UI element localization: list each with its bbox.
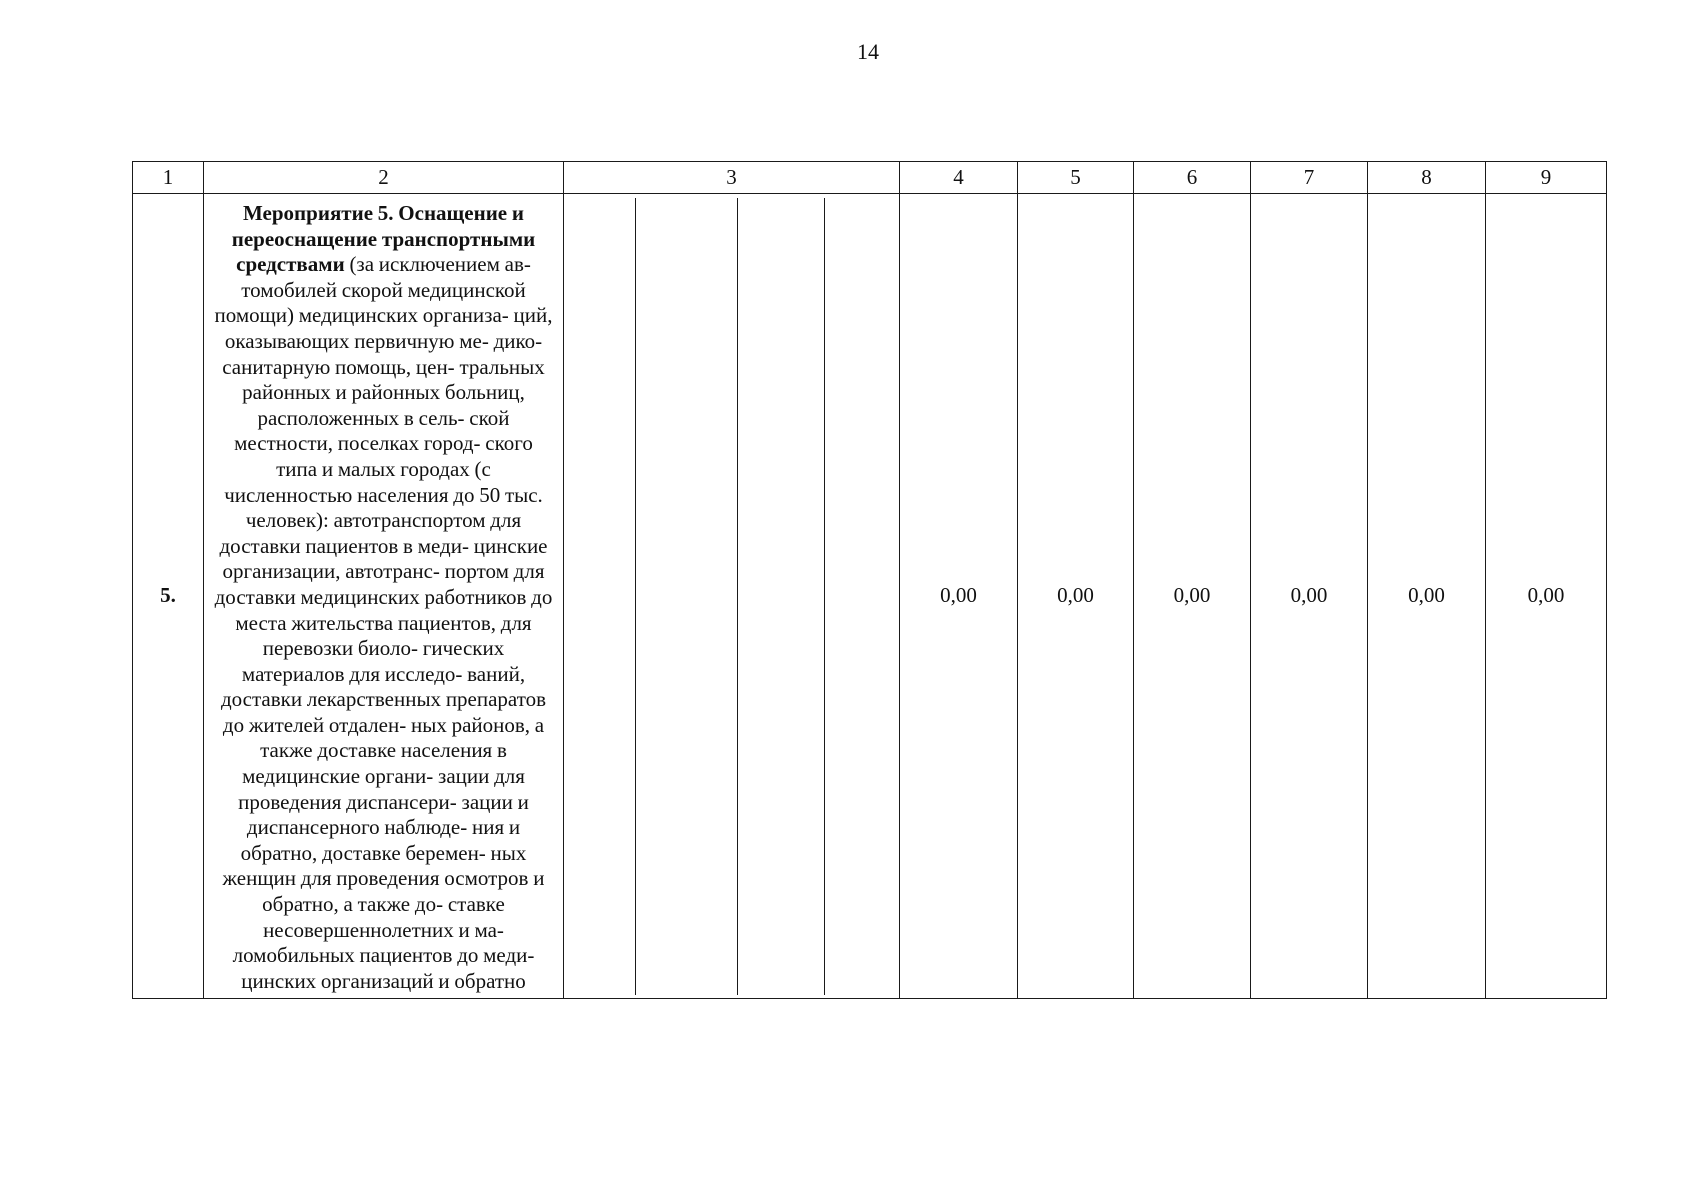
description-line: тыс. человек): автотранспортом [245,482,543,533]
description-line: ния и обратно, доставке беремен- [240,815,521,865]
description-line: ных женщин для проведения [222,840,527,891]
row-number: 5. [133,194,204,999]
value-col-7: 0,00 [1251,194,1368,999]
col-3-subcell [636,198,738,995]
description-line: осмотров и обратно, а также до- [262,866,545,917]
description-line: ных районов, а также доставке [260,712,545,763]
description-line: гических материалов для исследо- [241,636,505,686]
description-line: ломобильных пациентов до меди- [232,943,535,968]
col-3-subcell [825,198,899,995]
header-col-6: 6 [1134,162,1251,194]
description-line: населения в медицинские органи- [242,738,507,789]
value-col-5: 0,00 [1018,194,1134,999]
description-line: портом для доставки медицинских [214,559,545,609]
value-col-8: 0,00 [1368,194,1486,999]
description-line: ставке несовершеннолетних и ма- [263,892,505,942]
description-line: больниц, расположенных в сель- [257,380,525,430]
header-col-8: 8 [1368,162,1486,194]
col-3-cell [564,194,900,999]
header-col-1: 1 [133,162,204,194]
description-line: цинские организации, автотранс- [222,533,548,584]
page-number: 14 [857,39,879,64]
col-3-subcolumns [564,198,899,995]
description-line: ской местности, поселках город- [234,405,510,456]
description-line: цинских организаций и обратно [241,968,526,993]
description-line: помощи) медицинских организа- [214,303,509,328]
description-line: пациентов, для перевозки биоло- [262,610,532,661]
description-line: зации и диспансерного наблюде- [246,789,529,840]
description-line: для доставки пациентов в меди- [219,508,522,558]
description-text [212,201,555,994]
table-row [133,194,1607,999]
col-3-subcell [564,198,636,995]
description-line: ваний, доставки лекарственных [220,661,526,712]
value-col-6: 0,00 [1134,194,1251,999]
header-col-7: 7 [1251,162,1368,194]
data-table [132,161,1607,999]
col-3-subcell [738,198,825,995]
description-line: томобилей скорой медицинской [241,277,526,302]
value-col-9: 0,00 [1486,194,1607,999]
header-col-2: 2 [204,162,564,194]
description-cell [204,194,564,999]
description-title: Мероприятие 5. Оснащение и переоснащение транспортными средствами [231,201,536,277]
description-line: ций, оказывающих первичную ме- [224,303,553,353]
header-row [133,162,1607,194]
description-line: дико-санитарную помощь, цен- [222,328,543,379]
header-col-4: 4 [900,162,1018,194]
header-col-9: 9 [1486,162,1607,194]
description-line: ского типа и малых городах (с [276,431,533,481]
header-col-3: 3 [564,162,900,194]
value-col-4: 0,00 [900,194,1018,999]
description-line: препаратов до жителей отдален- [222,687,547,737]
description-line: тральных районных и районных [242,354,545,405]
description-line: численностью населения до 50 [224,482,501,507]
description-line: (за исключением ав- [349,252,531,277]
header-col-5: 5 [1018,162,1134,194]
description-line: зации для проведения диспансери- [238,764,525,814]
description-line: работников до места жительства [235,584,553,635]
